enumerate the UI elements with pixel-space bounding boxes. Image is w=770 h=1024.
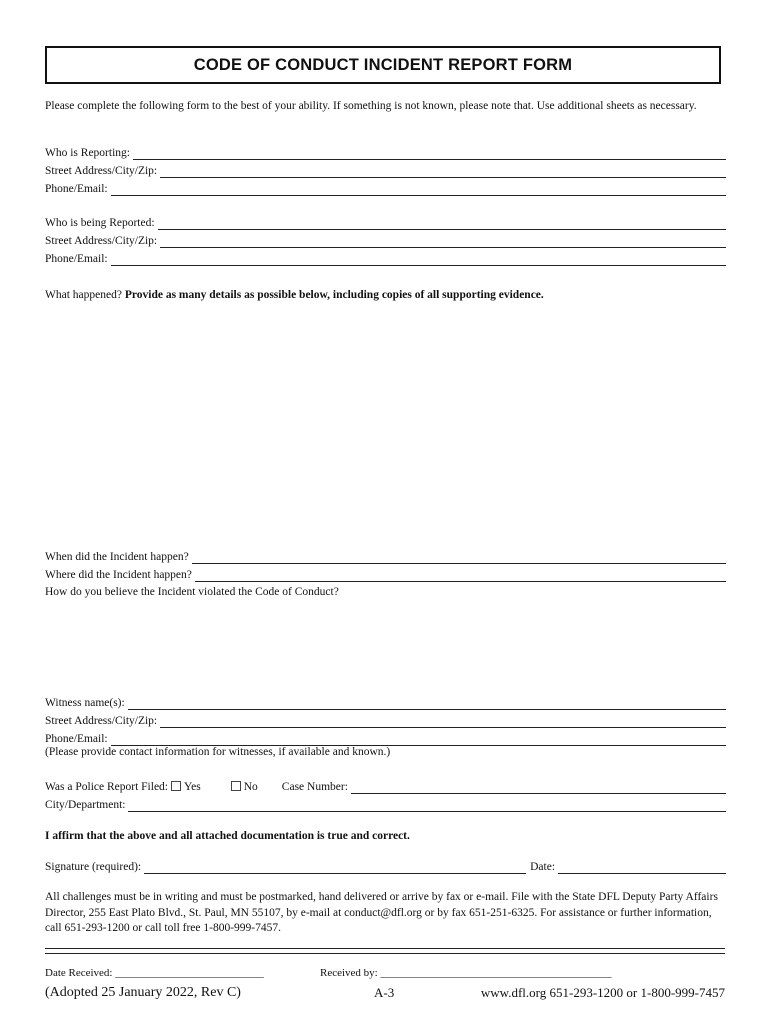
challenges-text: All challenges must be in writing and must be postmarked, hand delivered or arrive by fax or e-mail. File with the State DFL Deputy Party Affairs Director, 255 East Plato Blvd., St. Paul, MN 55107, by e-mail at conduct@dfl.org or by fax 651-251-6325. For assistance or further information, call 651-293-1200 or call toll free 1-800-999-7457. xyxy=(45,891,718,934)
intro-text: Please complete the following form to the best of your ability. If something is not known, please note that. Use additional sheets as necessary. xyxy=(45,100,697,112)
what-happened-area[interactable] xyxy=(45,306,725,542)
city-department-row xyxy=(45,796,726,812)
witness-address-label: Street Address/City/Zip: xyxy=(45,715,158,727)
witness-names-row xyxy=(45,694,726,710)
incident-when-label: When did the Incident happen? xyxy=(45,551,189,563)
reported-phone-field[interactable] xyxy=(111,253,726,266)
reporter-name-field[interactable] xyxy=(133,147,726,160)
witness-phone-row xyxy=(45,730,726,746)
date-received-field: Date Received: ___________________________ xyxy=(45,967,264,979)
city-department-field[interactable] xyxy=(128,799,726,812)
reported-phone-row xyxy=(45,250,726,266)
what-happened-prompt xyxy=(45,288,544,302)
form-title: CODE OF CONDUCT INCIDENT REPORT FORM xyxy=(193,55,573,74)
reporter-phone-label: Phone/Email: xyxy=(45,183,108,195)
footer-divider-bottom xyxy=(45,953,725,954)
affirmation-text: I affirm that the above and all attached documentation is true and correct. xyxy=(45,830,410,842)
reporter-address-label: Street Address/City/Zip: xyxy=(45,165,158,177)
incident-where-row xyxy=(45,566,726,582)
reporter-name-label: Who is Reporting: xyxy=(45,147,130,159)
case-number-field[interactable] xyxy=(351,781,726,794)
incident-where-label: Where did the Incident happen? xyxy=(45,569,192,581)
incident-violation-label: How do you believe the Incident violated the Code of Conduct? xyxy=(45,586,339,598)
incident-violation-area[interactable] xyxy=(45,602,725,688)
reported-name-label: Who is being Reported: xyxy=(45,217,155,229)
incident-where-field[interactable] xyxy=(195,569,726,582)
reporter-address-row xyxy=(45,162,726,178)
city-department-label: City/Department: xyxy=(45,799,126,811)
signature-row xyxy=(45,858,726,874)
page-number: A-3 xyxy=(374,985,395,1000)
reported-name-row xyxy=(45,214,726,230)
received-by-field: Received by: __________________________________________ xyxy=(320,967,612,979)
reporter-phone-field[interactable] xyxy=(111,183,726,196)
footer-contact: www.dfl.org 651-293-1200 or 1-800-999-7457 xyxy=(480,985,725,1000)
reporter-phone-row xyxy=(45,180,726,196)
reported-address-row xyxy=(45,232,726,248)
form-title-box xyxy=(45,46,721,84)
incident-when-row xyxy=(45,548,726,564)
no-checkbox[interactable] xyxy=(231,781,241,791)
police-yes-option[interactable] xyxy=(171,780,201,794)
signature-label: Signature (required): xyxy=(45,861,142,873)
adopted-note: (Adopted 25 January 2022, Rev C) xyxy=(45,985,241,1000)
police-no-option[interactable] xyxy=(231,780,258,794)
reported-phone-label: Phone/Email: xyxy=(45,253,108,265)
witness-address-field[interactable] xyxy=(160,715,726,728)
reporter-name-row xyxy=(45,144,726,160)
what-happened-label: What happened? xyxy=(45,289,122,301)
reporter-address-field[interactable] xyxy=(160,165,726,178)
what-happened-instructions: Provide as many details as possible below, including copies of all supporting evidence. xyxy=(124,289,544,301)
police-report-label: Was a Police Report Filed: xyxy=(45,781,168,793)
no-label: No xyxy=(243,781,258,793)
case-number-label: Case Number: xyxy=(281,781,348,793)
signature-field[interactable] xyxy=(144,861,526,874)
police-report-row xyxy=(45,778,726,794)
witness-names-field[interactable] xyxy=(128,697,726,710)
yes-label: Yes xyxy=(184,781,201,793)
date-field[interactable] xyxy=(558,861,726,874)
witness-address-row xyxy=(45,712,726,728)
date-label: Date: xyxy=(530,861,556,873)
incident-when-field[interactable] xyxy=(192,551,726,564)
witness-phone-label: Phone/Email: xyxy=(45,733,108,745)
reported-address-field[interactable] xyxy=(160,235,726,248)
witness-note: (Please provide contact information for witnesses, if available and known.) xyxy=(45,746,391,758)
reported-address-label: Street Address/City/Zip: xyxy=(45,235,158,247)
reported-name-field[interactable] xyxy=(158,217,726,230)
yes-checkbox[interactable] xyxy=(171,781,181,791)
witness-names-label: Witness name(s): xyxy=(45,697,125,709)
footer-divider-top xyxy=(45,948,725,949)
